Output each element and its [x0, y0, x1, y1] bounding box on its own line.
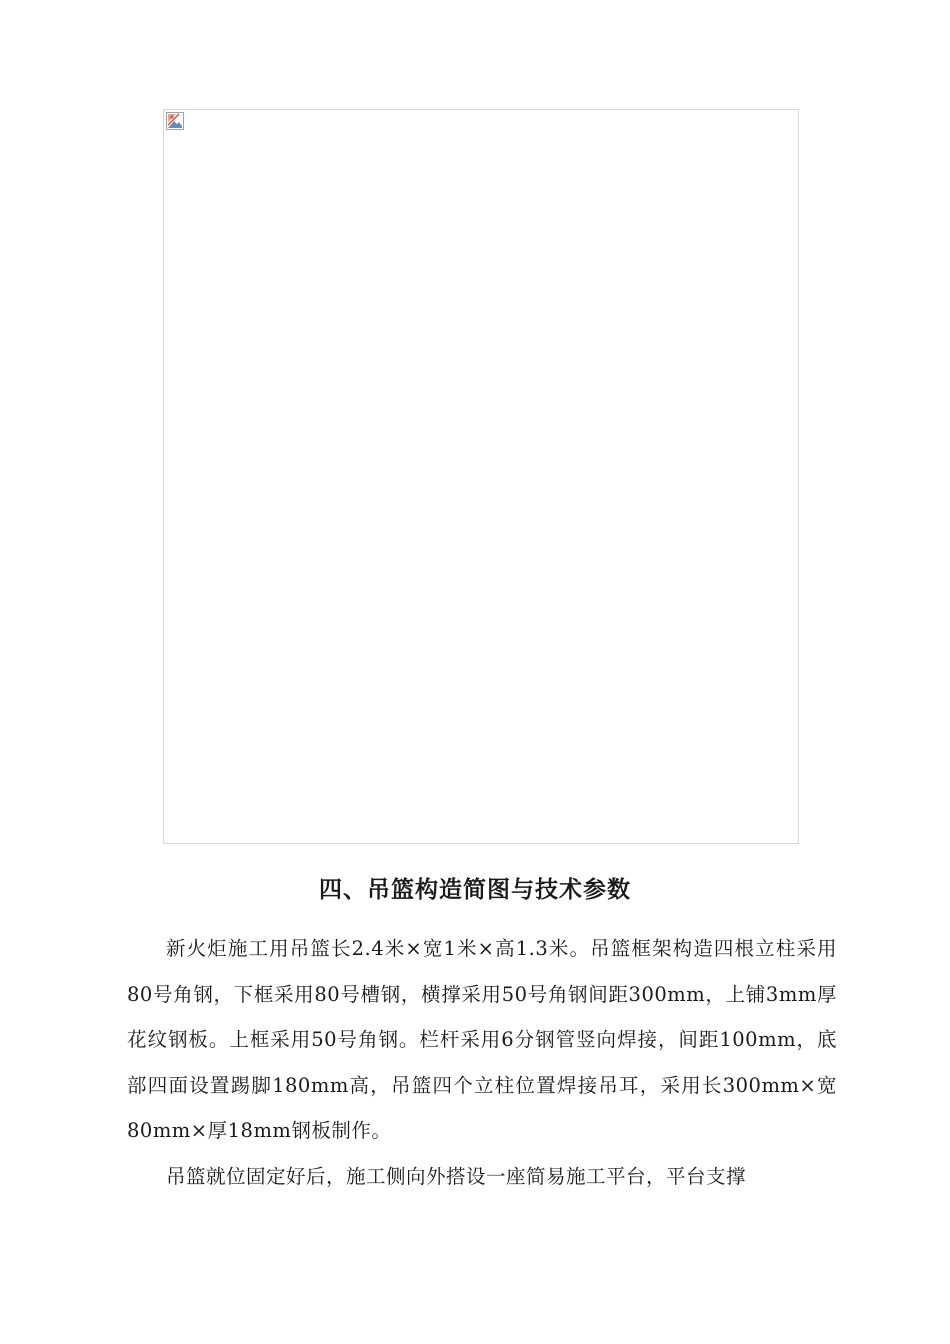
section-title: 四、吊篮构造简图与技术参数: [319, 877, 631, 903]
figure-placeholder: [163, 109, 799, 844]
body-paragraph-1: 新火炬施工用吊篮长2.4米×宽1米×高1.3米。吊篮框架构造四根立柱采用80号角钢，下框采用80号槽钢，横撑采用50号角钢间距300mm，上铺3mm厚花纹钢板。上框采用50号角钢。栏杆采用6分钢管竖向焊接，间距100mm，底部四面设置踢脚180mm高，吊篮四个立柱位置焊接吊耳，采用长300mm×宽80mm×厚18mm钢板制作。: [127, 937, 837, 1142]
broken-image-icon: [166, 112, 184, 130]
body-paragraph-2: 吊篮就位固定好后，施工侧向外搭设一座简易施工平台，平台支撑: [166, 1165, 747, 1188]
